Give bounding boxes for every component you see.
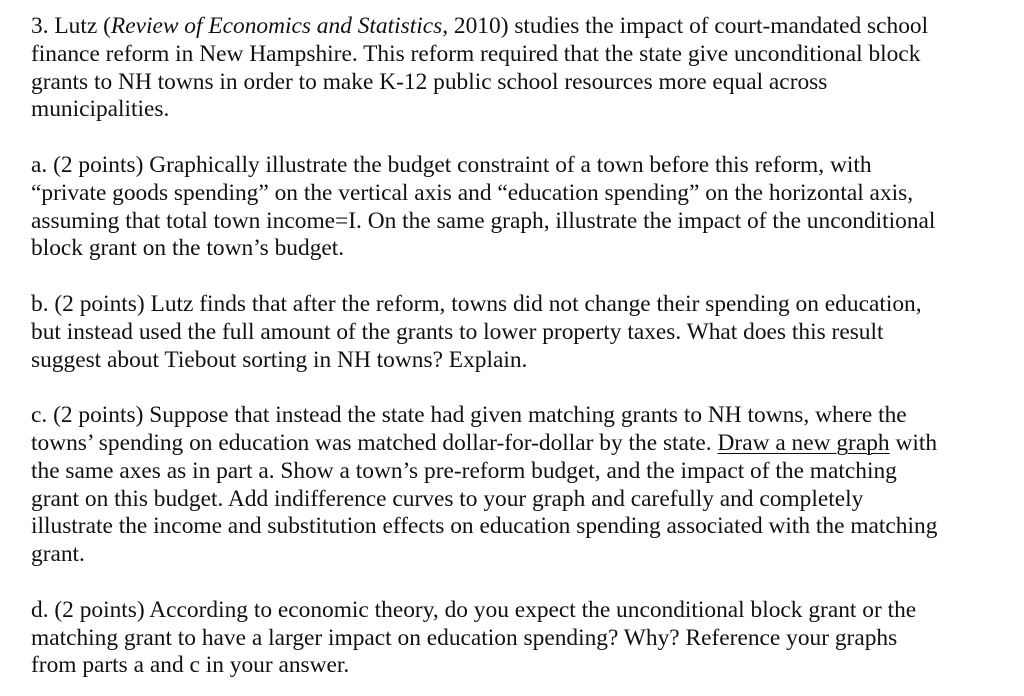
part-a-line-3: assuming that total town income=I. On the same graph, illustrate the impact of the unconditional	[31, 207, 936, 234]
part-c-line-3: the same axes as in part a. Show a town’s pre-reform budget, and the impact of the matching	[31, 457, 897, 484]
q3-line-1-end: , 2010) studies the impact of court-mandated school	[442, 13, 929, 39]
part-a-line-2: “private goods spending” on the vertical axis and “education spending” on the horizontal axis,	[31, 179, 914, 206]
part-d-line-3: from parts a and c in your answer.	[31, 652, 350, 679]
part-c	[31, 402, 1016, 569]
q3-line-2: finance reform in New Hampshire. This reform required that the state give unconditional block	[31, 40, 921, 67]
part-c-line-5: illustrate the income and substitution effects on education spending associated with the matching	[31, 513, 938, 540]
part-b	[31, 291, 1016, 374]
q3-line-1-start: 3. Lutz (	[31, 13, 111, 39]
part-b-line-3: suggest about Tiebout sorting in NH towns? Explain.	[31, 346, 528, 373]
part-d-line-1: d. (2 points) According to economic theory, do you expect the unconditional block grant or the	[31, 596, 917, 623]
part-c-line-1: c. (2 points) Suppose that instead the state had given matching grants to NH towns, where the	[31, 402, 907, 429]
part-c-line-2-end: with	[889, 429, 938, 456]
part-b-line-2: but instead used the full amount of the grants to lower property taxes. What does this result	[31, 318, 884, 345]
part-c-line-2-start: towns’ spending on education was matched dollar-for-dollar by the state.	[31, 429, 718, 456]
part-c-line-6: grant.	[31, 541, 85, 568]
part-a-line-1: a. (2 points) Graphically illustrate the budget constraint of a town before this reform, with	[31, 151, 872, 178]
part-b-line-1: b. (2 points) Lutz finds that after the reform, towns did not change their spending on education,	[31, 290, 922, 317]
question-document	[31, 13, 1016, 680]
journal-title: Review of Economics and Statistics	[110, 13, 443, 39]
q3-line-3: grants to NH towns in order to make K-12 public school resources more equal across	[31, 68, 828, 95]
question-3-intro	[31, 13, 1016, 124]
q3-line-4: municipalities.	[31, 96, 170, 123]
part-c-line-4: grant on this budget. Add indifference curves to your graph and carefully and completely	[31, 485, 864, 512]
part-d	[31, 597, 1016, 680]
part-d-line-2: matching grant to have a larger impact on education spending? Why? Reference your graphs	[31, 624, 898, 651]
part-a	[31, 152, 1016, 263]
part-a-line-4: block grant on the town’s budget.	[31, 235, 345, 262]
draw-new-graph-underlined: Draw a new graph	[717, 429, 890, 456]
